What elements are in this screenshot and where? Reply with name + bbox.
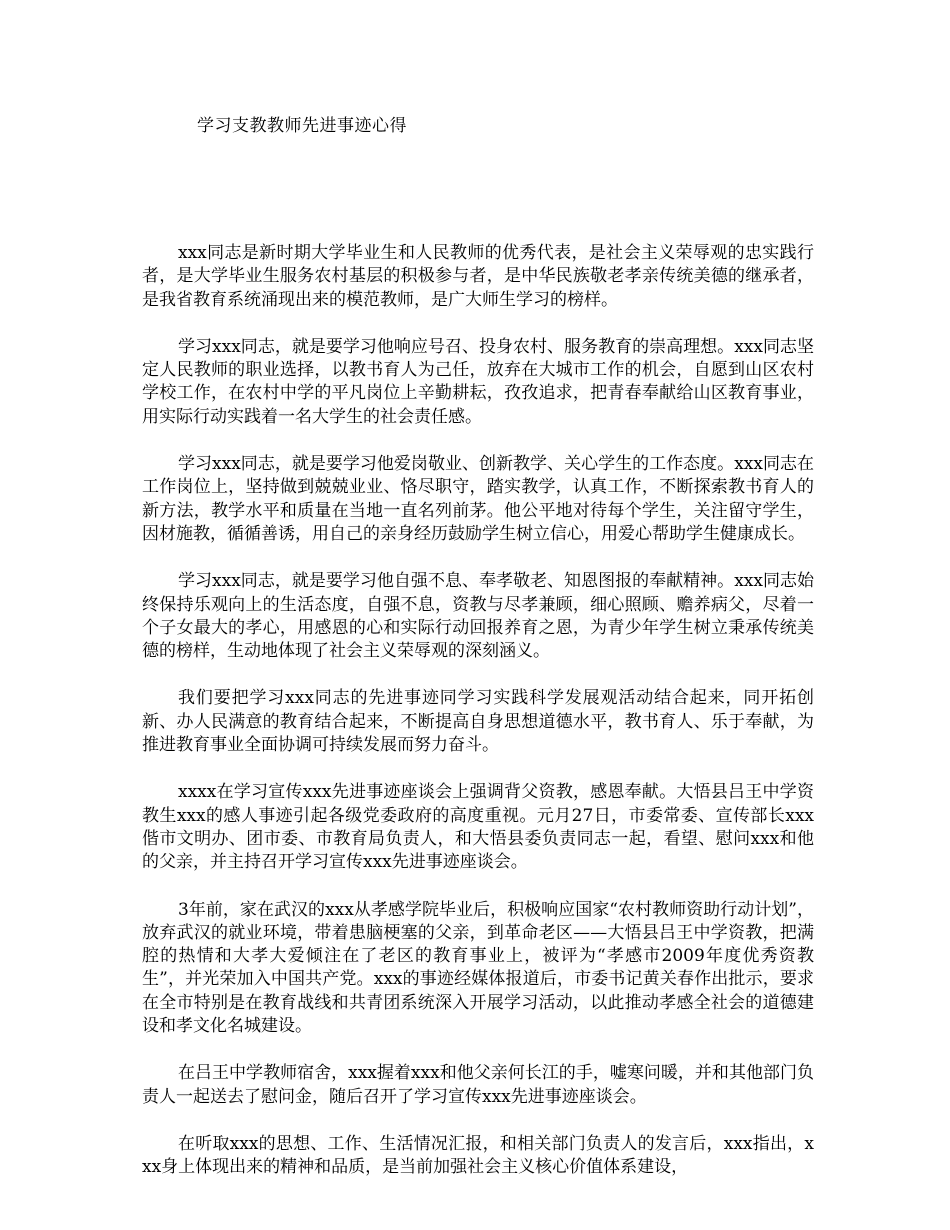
paragraph: 我们要把学习xxx同志的先进事迹同学习实践科学发展观活动结合起来，同开拓创新、办人民满意的教育结合起来，不断提高自身思想道德水平，教书育人、乐于奉献，为推进教育事业全面协调可持续发展而努力奋斗。 bbox=[142, 688, 814, 756]
paragraph: 学习xxx同志，就是要学习他响应号召、投身农村、服务教育的崇高理想。xxx同志坚定人民教师的职业选择，以教书育人为己任，放弃在大城市工作的机会，自愿到山区农村学校工作，在农村中学的平凡岗位上辛勤耕耘，孜孜追求，把青春奉献给山区教育事业，用实际行动实践着一名大学生的社会责任感。 bbox=[142, 336, 814, 427]
paragraph: 在听取xxx的思想、工作、生活情况汇报，和相关部门负责人的发言后，xxx指出，xxx身上体现出来的精神和品质，是当前加强社会主义核心价值体系建设， bbox=[142, 1133, 814, 1178]
document-body bbox=[142, 242, 814, 1204]
paragraph: 3年前，家在武汉的xxx从孝感学院毕业后，积极响应国家“农村教师资助行动计划”，放弃武汉的就业环境，带着患脑梗塞的父亲，到革命老区——大悟县吕王中学资教，把满腔的热情和大孝大爱倾注在了老区的教育事业上，被评为“孝感市2009年度优秀资教生”，并光荣加入中国共产党。xxx的事迹经媒体报道后，市委书记黄关春作出批示，要求在全市特别是在教育战线和共青团系统深入开展学习活动，以此推动孝感全社会的道德建设和孝文化名城建设。 bbox=[142, 899, 814, 1037]
paragraph: 学习xxx同志，就是要学习他爱岗敬业、创新教学、关心学生的工作态度。xxx同志在工作岗位上，坚持做到兢兢业业、恪尽职守，踏实教学，认真工作，不断探索教书育人的新方法，教学水平和质量在当地一直名列前茅。他公平地对待每个学生，关注留守学生，因材施教，循循善诱，用自己的亲身经历鼓励学生树立信心，用爱心帮助学生健康成长。 bbox=[142, 454, 814, 544]
paragraph: xxx同志是新时期大学毕业生和人民教师的优秀代表，是社会主义荣辱观的忠实践行者，是大学毕业生服务农村基层的积极参与者，是中华民族敬老孝亲传统美德的继承者，是我省教育系统涌现出来的模范教师，是广大师生学习的榜样。 bbox=[142, 243, 814, 310]
document-title: 学习支教教师先进事迹心得 bbox=[197, 116, 407, 136]
paragraph: xxxx在学习宣传xxx先进事迹座谈会上强调背父资教，感恩奉献。大悟县吕王中学资教生xxx的感人事迹引起各级党委政府的高度重视。元月27日，市委常委、宣传部长xxx偕市文明办、团市委、市教育局负责人，和大悟县委负责同志一起，看望、慰问xxx和他的父亲，并主持召开学习宣传xxx先进事迹座谈会。 bbox=[142, 782, 814, 873]
paragraph: 学习xxx同志，就是要学习他自强不息、奉孝敬老、知恩图报的奉献精神。xxx同志始终保持乐观向上的生活态度，自强不息，资教与尽孝兼顾，细心照顾、赡养病父，尽着一个子女最大的孝心，用感恩的心和实际行动回报养育之恩，为青少年学生树立秉承传统美德的榜样，生动地体现了社会主义荣辱观的深刻涵义。 bbox=[142, 571, 814, 662]
paragraph: 在吕王中学教师宿舍，xxx握着xxx和他父亲何长江的手，嘘寒问暖，并和其他部门负责人一起送去了慰问金，随后召开了学习宣传xxx先进事迹座谈会。 bbox=[142, 1063, 814, 1107]
